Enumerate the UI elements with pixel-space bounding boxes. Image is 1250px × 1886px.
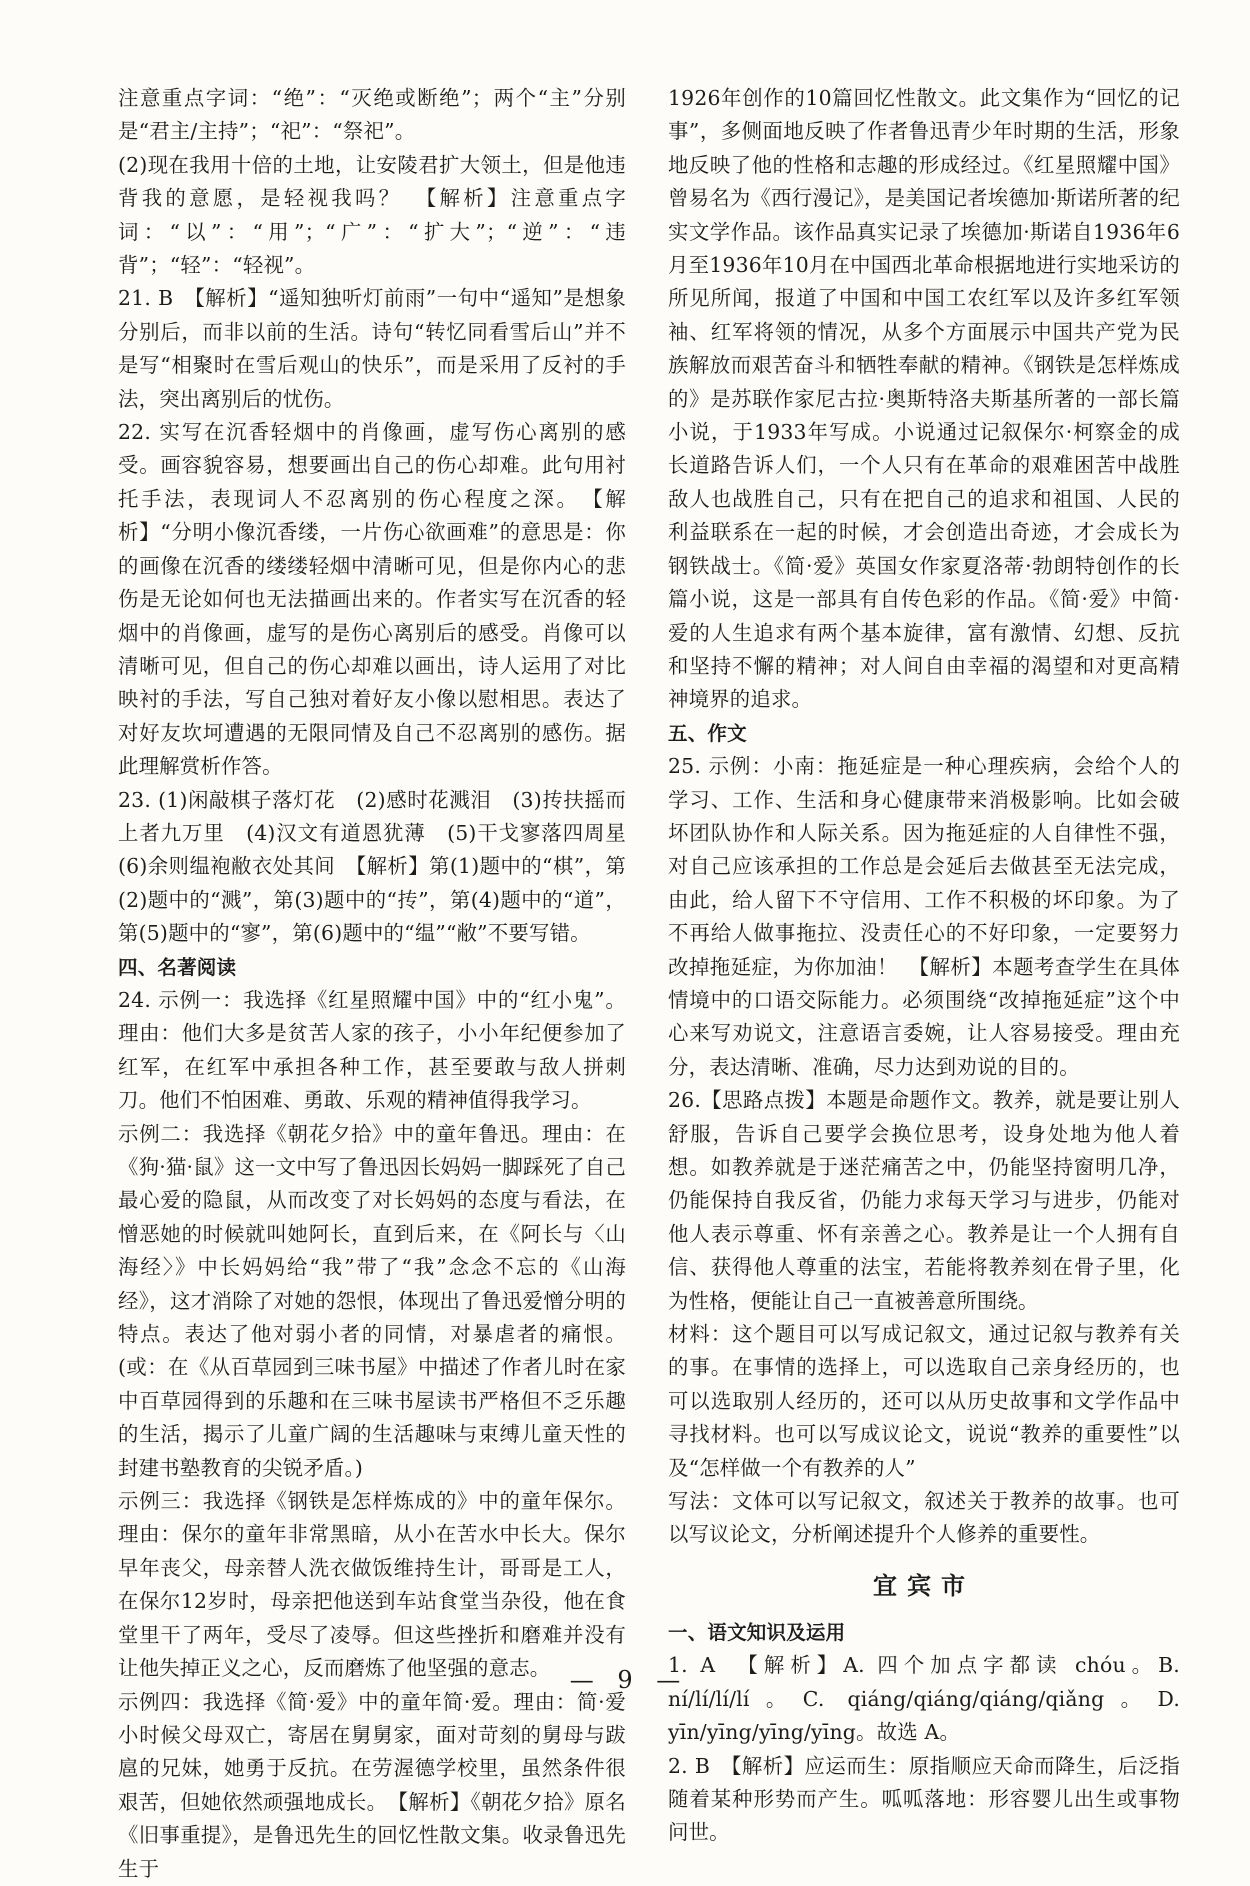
paragraph: 1. A 【解析】A. 四个加点字都读 chóu。B. ní/lí/lí/lí。C. qiáng/qiáng/qiáng/qiǎng。D. yīn/yīng/yīng/yīng。故选 A。 <box>668 1653 1180 1745</box>
left-column <box>118 82 647 1886</box>
footer-dash-right: — <box>656 1666 681 1694</box>
paragraph: 2. B 【解析】应运而生：原指顺应天命而降生，后泛指随着某种形势而产生。呱呱落地：形容婴儿出生或事物问世。 <box>668 1753 1180 1845</box>
paragraph: 21. B 【解析】“遥知独听灯前雨”一句中“遥知”是想象分别后，而非以前的生活。诗句“转忆同看雪后山”并不是写“相聚时在雪后观山的快乐”，而是采用了反衬的手法，突出离别后的忧伤。 <box>118 286 626 411</box>
paragraph: 24. 示例一：我选择《红星照耀中国》中的“红小鬼”。理由：他们大多是贫苦人家的孩子，小小年纪便参加了红军，在红军中承担各种工作，甚至要敢与敌人拼刺刀。他们不怕困难、勇敢、乐观的精神值得我学习。 <box>118 987 626 1113</box>
paragraph: 注意重点字词：“绝”：“灭绝或断绝”；两个“主”分别是“君主/主持”；“祀”：“祭祀”。 <box>118 86 626 144</box>
right-column <box>668 82 1180 1850</box>
paragraph: 26.【思路点拨】本题是命题作文。教养，就是要让别人舒服，告诉自己要学会换位思考，设身处地为他人着想。如教养就是于迷茫痛苦之中，仍能坚持窗明几净，仍能保持自我反省，仍能力求每天学习与进步，仍能对他人表示尊重、怀有亲善之心。教养是让一个人拥有自信、获得他人尊重的法宝，若能将教养刻在骨子里，化为性格，便能让自己一直被善意所围绕。 <box>668 1088 1180 1313</box>
paragraph: 写法：文体可以写记叙文，叙述关于教养的故事。也可以写议论文，分析阐述提升个人修养的重要性。 <box>668 1489 1180 1547</box>
page-number: 9 <box>617 1666 633 1694</box>
paragraph: 23. (1)闲敲棋子落灯花 (2)感时花溅泪 (3)抟扶摇而上者九万里 (4)汉文有道恩犹薄 (5)干戈寥落四周星 (6)余则缊袍敝衣处其间 【解析】第(1)题中的“棋”，第(2)题中的“溅”，第(3)题中的“抟”，第(4)题中的“道”，第(5)题中的“寥”，第(6)题中的“缊”“敝”不要写错。 <box>118 787 647 946</box>
footer-dash-left: — <box>569 1666 594 1694</box>
page-footer <box>0 1666 1250 1694</box>
section-heading: 四、名著阅读 <box>118 955 237 979</box>
section-heading: 五、作文 <box>668 721 747 745</box>
section-heading: 一、语文知识及运用 <box>668 1620 846 1644</box>
paragraph: 25. 示例：小南：拖延症是一种心理疾病，会给个人的学习、工作、生活和身心健康带来消极影响。比如会破坏团队协作和人际关系。因为拖延症的人自律性不强，对自己应该承担的工作总是会延后去做甚至无法完成，由此，给人留下不守信用、工作不积极的坏印象。为了不再给人做事拖拉、没责任心的不好印象，一定要努力改掉拖延症，为你加油！ 【解析】本题考查学生在具体情境中的口语交际能力。必须围绕“改掉拖延症”这个中心来写劝说文，注意语言委婉，让人容易接受。理由充分，表达清晰、准确，尽力达到劝说的目的。 <box>668 754 1180 1079</box>
city-heading: 宜宾市 <box>873 1571 975 1600</box>
paragraph: 材料：这个题目可以写成记叙文，通过记叙与教养有关的事。在事情的选择上，可以选取自己亲身经历的，也可以选取别人经历的，还可以从历史故事和文学作品中寻找材料。也可以写成议论文，说说“教养的重要性”以及“怎样做一个有教养的人” <box>668 1322 1180 1480</box>
paragraph: 1926年创作的10篇回忆性散文。此文集作为“回忆的记事”，多侧面地反映了作者鲁迅青少年时期的生活，形象地反映了他的性格和志趣的形成经过。《红星照耀中国》曾易名为《西行漫记》，是美国记者埃德加·斯诺所著的纪实文学作品。该作品真实记录了埃德加·斯诺自1936年6月至1936年10月在中国西北革命根据地进行实地采访的所见所闻，报道了中国和中国工农红军以及许多红军领袖、红军将领的情况，从多个方面展示中国共产党为民族解放而艰苦奋斗和牺牲奉献的精神。《钢铁是怎样炼成的》是苏联作家尼古拉·奥斯特洛夫斯基所著的一部长篇小说，于1933年写成。小说通过记叙保尔·柯察金的成长道路告诉人们，一个人只有在革命的艰难困苦中战胜敌人也战胜自己，只有在把自己的追求和祖国、人民的利益联系在一起的时候，才会创造出奇迹，才会成长为钢铁战士。《简·爱》英国女作家夏洛蒂·勃朗特创作的长篇小说，这是一部具有自传色彩的作品。《简·爱》中简·爱的人生追求有两个基本旋律，富有激情、幻想、反抗和坚持不懈的精神；对人间自由幸福的渴望和对更高精神境界的追求。 <box>668 86 1180 712</box>
paragraph: (2)现在我用十倍的土地，让安陵君扩大领土，但是他违背我的意愿，是轻视我吗？ 【解析】注意重点字词：“以”：“用”；“广”：“扩大”；“逆”：“违背”；“轻”：“轻视”。 <box>118 152 626 278</box>
paragraph: 22. 实写在沉香轻烟中的肖像画，虚写伤心离别的感受。画容貌容易，想要画出自己的伤心却难。此句用衬托手法，表现词人不忍离别的伤心程度之深。 【解析】“分明小像沉香缕，一片伤心欲画难”的意思是：你的画像在沉香的缕缕轻烟中清晰可见，但是你内心的悲伤是无论如何也无法描画出来的。作者实写在沉香的轻烟中的肖像画，虚写的是伤心离别后的感受。肖像可以清晰可见，但自己的伤心却难以画出，诗人运用了对比映衬的手法，写自己独对着好友小像以慰相思。表达了对好友坎坷遭遇的无限同情及自己不忍离别的感伤。据此理解赏析作答。 <box>118 420 626 779</box>
paragraph: 示例二：我选择《朝花夕拾》中的童年鲁迅。理由：在《狗·猫·鼠》这一文中写了鲁迅因长妈妈一脚踩死了自己最心爱的隐鼠，从而改变了对长妈妈的态度与看法，在憎恶她的时候就叫她阿长，直到后来，在《阿长与〈山海经〉》中长妈妈给“我”带了“我”念念不忘的《山海经》，这才消除了对她的怨恨，体现出了鲁迅爱憎分明的特点。表达了他对弱小者的同情，对暴虐者的痛恨。(或：在《从百草园到三味书屋》中描述了作者儿时在家中百草园得到的乐趣和在三味书屋读书严格但不乏乐趣的生活，揭示了儿童广阔的生活趣味与束缚儿童天性的封建书塾教育的尖锐矛盾。) <box>118 1121 626 1480</box>
paragraph: 示例四：我选择《简·爱》中的童年简·爱。理由：简·爱小时候父母双亡，寄居在舅舅家，面对苛刻的舅母与跋扈的兄妹，她勇于反抗。在劳渥德学校里，虽然条件很艰苦，但她依然顽强地成长。 【解析】《朝花夕拾》原名《旧事重提》，是鲁迅先生的回忆性散文集。收录鲁迅先生于 <box>118 1689 626 1881</box>
paragraph: 示例三：我选择《钢铁是怎样炼成的》中的童年保尔。理由：保尔的童年非常黑暗，从小在苦水中长大。保尔早年丧父，母亲替人洗衣做饭维持生计，哥哥是工人，在保尔12岁时，母亲把他送到车站食堂当杂役，他在食堂里干了两年，受尽了凌辱。但这些挫折和磨难并没有让他失掉正义之心，反而磨炼了他坚强的意志。 <box>118 1489 626 1681</box>
